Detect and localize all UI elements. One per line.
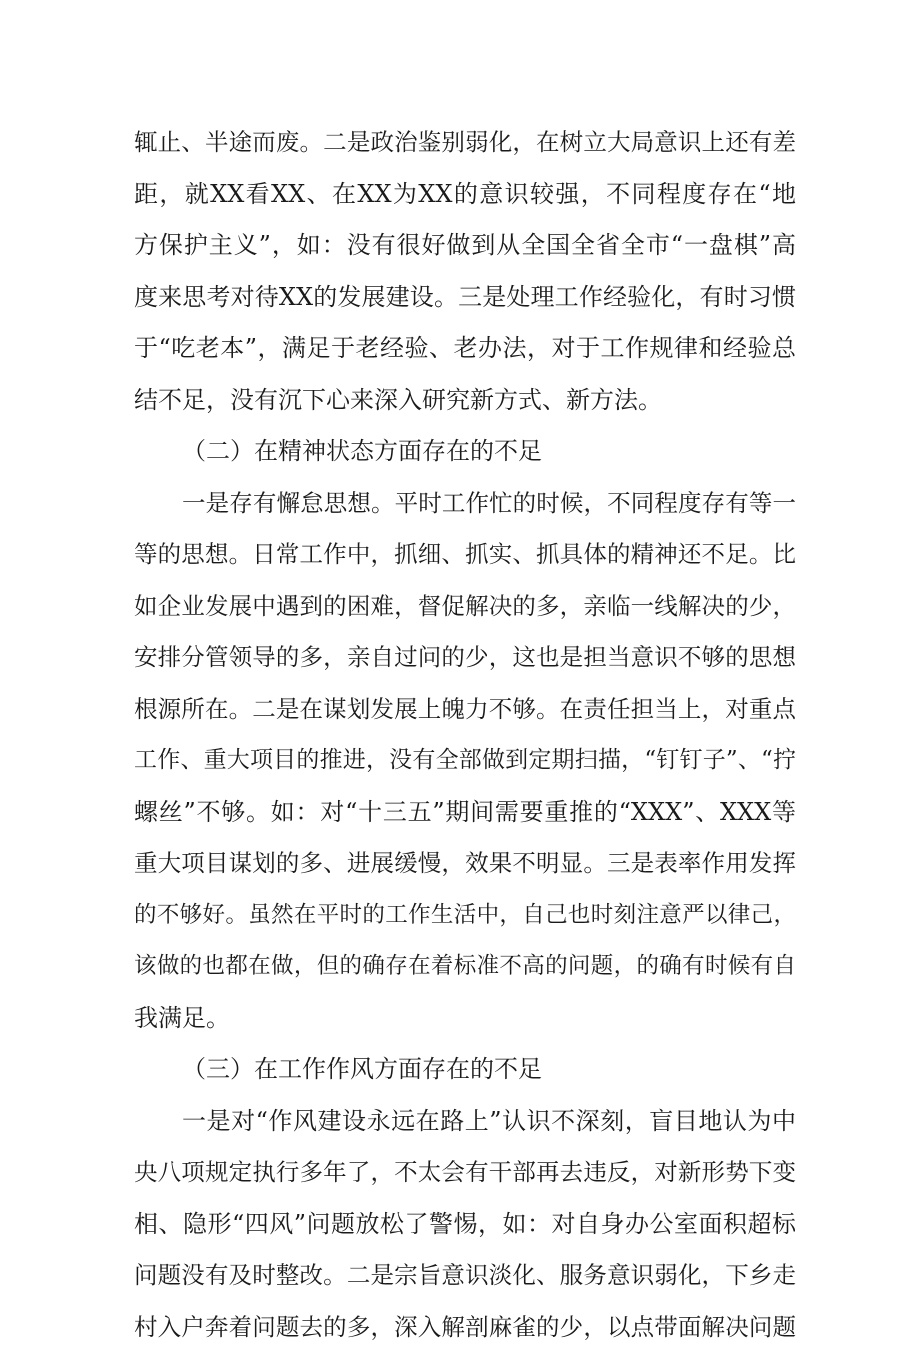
document-body <box>134 117 796 1353</box>
text-line: 度来思考对待XX的发展建设。三是处理工作经验化，有时习惯 <box>134 272 796 324</box>
text-line: 该做的也都在做，但的确存在着标准不高的问题，的确有时候有自 <box>134 941 796 993</box>
text-line: 辄止、半途而废。二是政治鉴别弱化，在树立大局意识上还有差 <box>134 117 796 169</box>
text-line: 相、隐形“四风”问题放松了警惕，如：对自身办公室面积超标 <box>134 1199 796 1251</box>
text-line: 一是对“作风建设永远在路上”认识不深刻，盲目地认为中 <box>134 1096 796 1148</box>
text-line: 如企业发展中遇到的困难，督促解决的多，亲临一线解决的少， <box>134 581 796 633</box>
text-line: 距，就XX看XX、在XX为XX的意识较强，不同程度存在“地 <box>134 169 796 221</box>
text-line: 根源所在。二是在谋划发展上魄力不够。在责任担当上，对重点 <box>134 684 796 736</box>
text-line: 我满足。 <box>134 993 796 1045</box>
text-line: 一是存有懈怠思想。平时工作忙的时候，不同程度存有等一 <box>134 478 796 530</box>
text-line: 安排分管领导的多，亲自过问的少，这也是担当意识不够的思想 <box>134 632 796 684</box>
text-line: 方保护主义”，如：没有很好做到从全国全省全市“一盘棋”高 <box>134 220 796 272</box>
text-line: 工作、重大项目的推进，没有全部做到定期扫描，“钉钉子”、“拧 <box>134 735 796 787</box>
text-line: 的不够好。虽然在平时的工作生活中，自己也时刻注意严以律己， <box>134 890 796 942</box>
text-line: 于“吃老本”，满足于老经验、老办法，对于工作规律和经验总 <box>134 323 796 375</box>
text-line: 螺丝”不够。如：对“十三五”期间需要重推的“XXX”、XXX等 <box>134 787 796 839</box>
text-line: （二）在精神状态方面存在的不足 <box>134 426 796 478</box>
text-line: 村入户奔着问题去的多，深入解剖麻雀的少，以点带面解决问题 <box>134 1302 796 1353</box>
text-line: 结不足，没有沉下心来深入研究新方式、新方法。 <box>134 375 796 427</box>
text-line: （三）在工作作风方面存在的不足 <box>134 1044 796 1096</box>
text-line: 等的思想。日常工作中，抓细、抓实、抓具体的精神还不足。比 <box>134 529 796 581</box>
text-line: 重大项目谋划的多、进展缓慢，效果不明显。三是表率作用发挥 <box>134 838 796 890</box>
text-line: 央八项规定执行多年了，不太会有干部再去违反，对新形势下变 <box>134 1147 796 1199</box>
text-line: 问题没有及时整改。二是宗旨意识淡化、服务意识弱化，下乡走 <box>134 1250 796 1302</box>
